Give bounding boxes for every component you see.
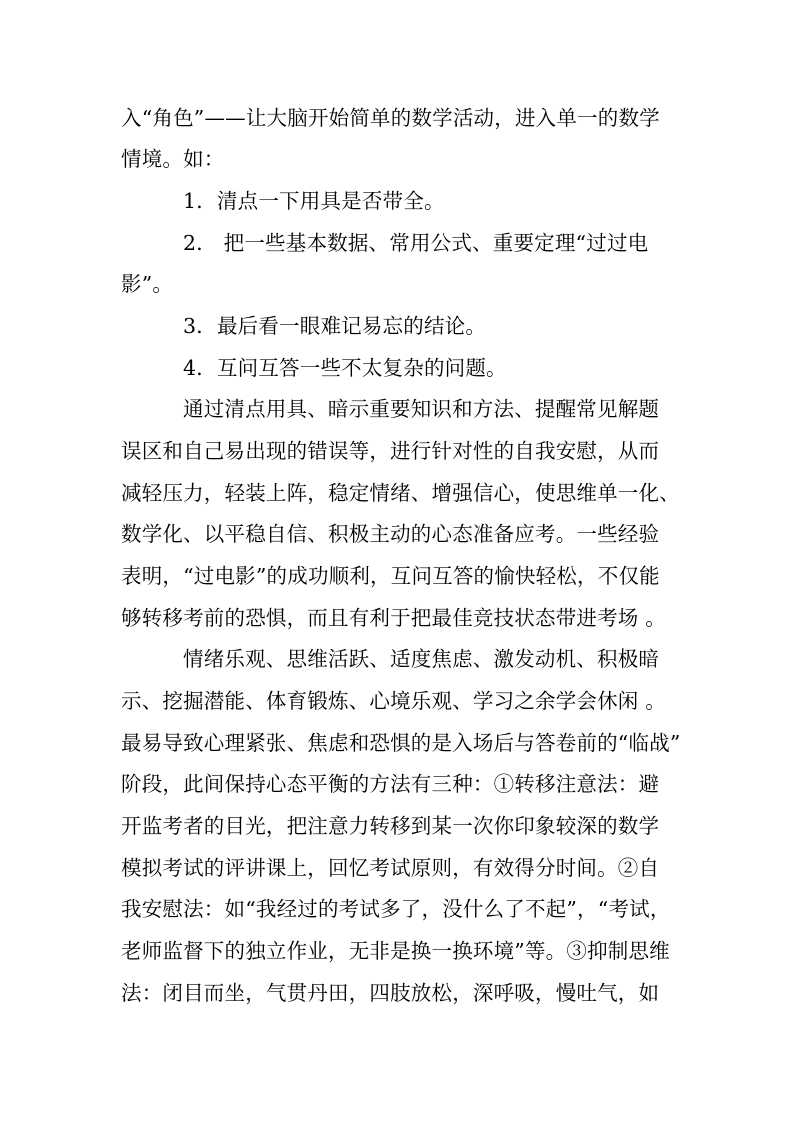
- list-item: 4．互问互答一些不太复杂的问题。: [183, 356, 507, 380]
- text-line: 法：闭目而坐，气贯丹田，四肢放松，深呼吸，慢吐气，如: [121, 981, 660, 1005]
- text-line: 情境。如：: [121, 147, 225, 171]
- text-line: 老师监督下的独立作业，无非是换一换环境”等。③抑制思维: [121, 939, 670, 963]
- text-line: 表明，“过电影”的成功顺利，互问互答的愉快轻松，不仅能: [121, 564, 660, 588]
- list-item: 1．清点一下用具是否带全。: [183, 189, 445, 213]
- text-line: 误区和自己易出现的错误等，进行针对性的自我安慰，从而: [121, 439, 660, 463]
- text-line: 入“角色”——让大脑开始简单的数学活动，进入单一的数学: [121, 106, 660, 130]
- text-line: 够转移考前的恐惧，而且有利于把最佳竞技状态带进考场 。: [121, 606, 666, 630]
- text-line: 阶段，此间保持心态平衡的方法有三种：①转移注意法：避: [121, 772, 660, 796]
- list-item: 3．最后看一眼难记易忘的结论。: [183, 314, 487, 338]
- list-item: 2． 把一些基本数据、常用公式、重要定理“过过电: [183, 231, 649, 255]
- text-line: 示、挖掘潜能、体育锻炼、心境乐观、学习之余学会休闲 。: [121, 689, 666, 713]
- text-line: 开监考者的目光，把注意力转移到某一次你印象较深的数学: [121, 814, 660, 838]
- text-line: 模拟考试的评讲课上，回忆考试原则，有效得分时间。②自: [121, 856, 660, 880]
- paragraph-first-line: 通过清点用具、暗示重要知识和方法、提醒常见解题: [183, 397, 660, 421]
- text-line: 最易导致心理紧张、焦虑和恐惧的是入场后与答卷前的“临战”: [121, 731, 681, 755]
- paragraph-first-line: 情绪乐观、思维活跃、适度焦虑、激发动机、积极暗: [183, 647, 660, 671]
- text-line: 减轻压力，轻装上阵，稳定情绪、增强信心，使思维单一化、: [121, 481, 680, 505]
- text-line: 数学化、以平稳自信、积极主动的心态准备应考。一些经验: [121, 522, 660, 546]
- text-line: 我安慰法：如“我经过的考试多了，没什么了不起”，“考试，: [121, 897, 671, 921]
- text-line: 影”。: [121, 272, 174, 296]
